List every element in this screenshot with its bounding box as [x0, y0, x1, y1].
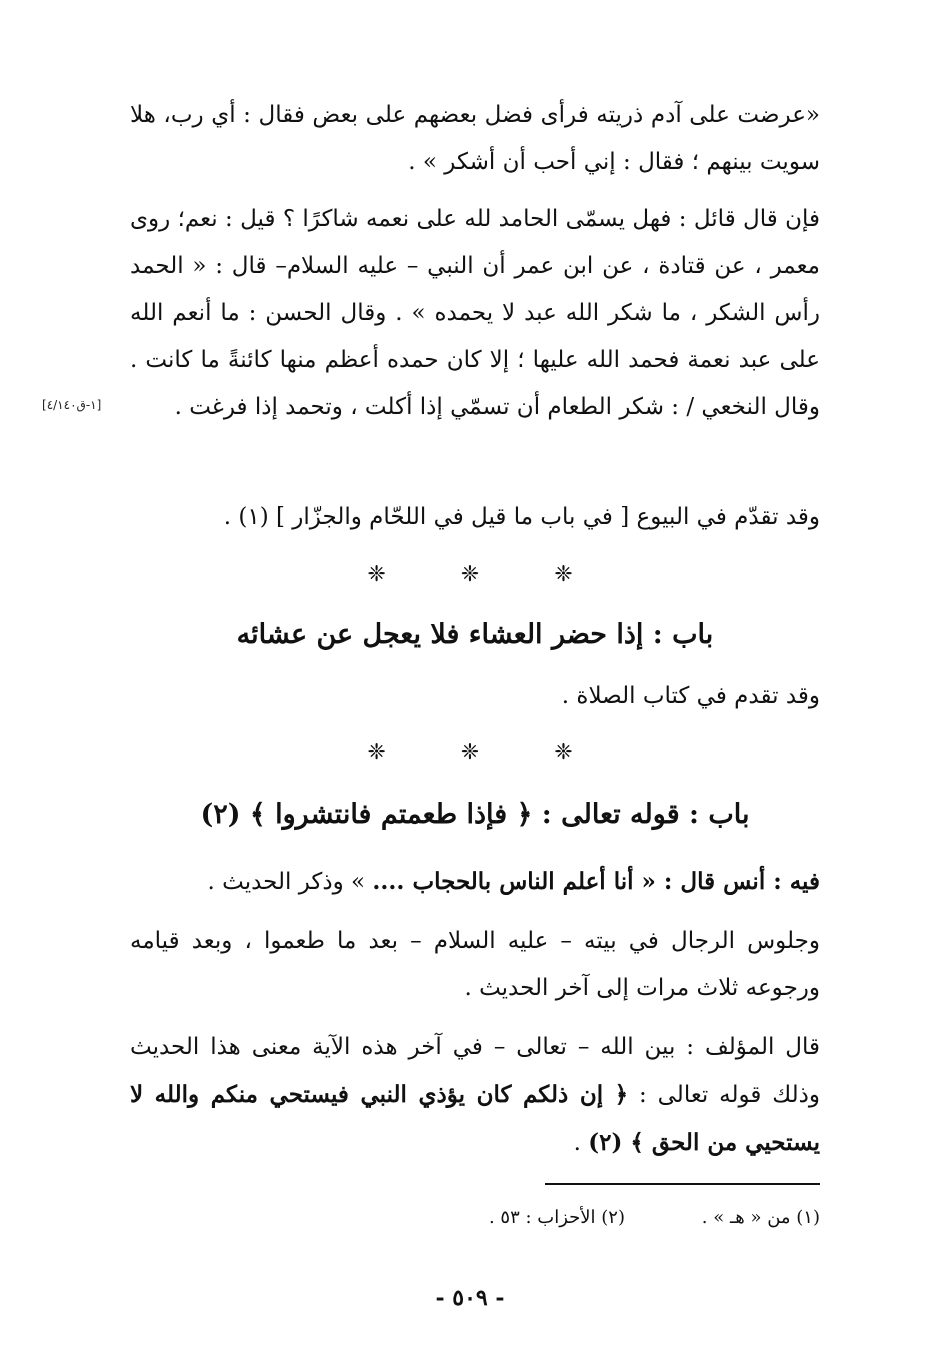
hadith-bold-text: فيه : أنس قال : « أنا أعلم الناس بالحجاب .... [372, 868, 820, 895]
footnote-1: (١) من « هـ » . [701, 1207, 820, 1228]
star-ornament-icon: ❈ [367, 740, 386, 765]
paragraph-hadith-adam [130, 92, 820, 186]
paragraph-text: وقد تقدّم في البيوع [ في باب ما قيل في اللحّام والجزّار ] (١) . [223, 504, 820, 530]
paragraph-anas-hijab [130, 858, 820, 906]
paragraph-shukr-question [130, 196, 820, 431]
page-number: - ٥٠٩ - [435, 1285, 505, 1311]
footnote-divider [545, 1183, 820, 1185]
star-ornament-icon: ❈ [460, 562, 480, 587]
star-ornament-icon: ❈ [554, 562, 573, 587]
paragraph-text: فإن قال قائل : فهل يسمّى الحامد لله على نعمه شاكرًا ؟ قيل : نعم؛ روى معمر ، عن قتادة ، عن ابن عمر أن النبي – عليه السلام– قال : « الحمد رأس الشكر ، ما شكر الله عبد لا يحمده » . وقال الحسن : ما أنعم الله على عبد نعمة فحمد الله عليها ؛ إلا كان حمده أعظم منها كائنةً ما كانت . وقال النخعي / : شكر الطعام أن تسمّي إذا أكلت ، وتحمد إذا فرغت . [130, 206, 820, 420]
footnote-2: (٢) الأحزاب : ٥٣ . [488, 1207, 625, 1228]
section-separator [0, 562, 940, 587]
manuscript-folio-note: [١-ق٤/١٤٠] [42, 398, 102, 412]
paragraph-text: . [573, 1130, 589, 1156]
section-separator [0, 740, 940, 765]
paragraph-text: «عرضت على آدم ذريته فرأى فضل بعضهم على بعض فقال : أي رب، هلا سويت بينهم ؛ فقال : إني أحب أن أشكر » . [130, 102, 820, 175]
quran-verse-bold: ﴿ إن ذلكم كان يؤذي النبي فيستحي منكم والله لا يستحيي من الحق ﴾ (٢) [130, 1081, 820, 1156]
paragraph-text: وجلوس الرجال في بيته – عليه السلام – بعد ما طعموا ، وبعد قيامه ورجوعه ثلاث مرات إلى آخر الحديث . [130, 928, 820, 1001]
chapter-heading-isha: باب : إذا حضر العشاء فلا يعجل عن عشائه [236, 619, 714, 650]
paragraph-buyu-reference [130, 494, 820, 541]
paragraph-muallif-comment [130, 1024, 820, 1167]
paragraph-text: » وذكر الحديث . [207, 869, 373, 895]
paragraph-salat-reference [130, 673, 820, 720]
star-ornament-icon: ❈ [554, 740, 573, 765]
paragraph-text: وقد تقدم في كتاب الصلاة . [561, 683, 820, 709]
star-ornament-icon: ❈ [367, 562, 386, 587]
star-ornament-icon: ❈ [460, 740, 480, 765]
paragraph-julus-rijal [130, 918, 820, 1012]
paragraph-text: قال المؤلف : بين الله – تعالى – في آخر هذه الآية معنى هذا الحديث وذلك قوله تعالى : [130, 1034, 821, 1108]
chapter-heading-intashiru: باب : قوله تعالى : ﴿ فإذا طعمتم فانتشروا ﴾ (٢) [200, 799, 750, 830]
